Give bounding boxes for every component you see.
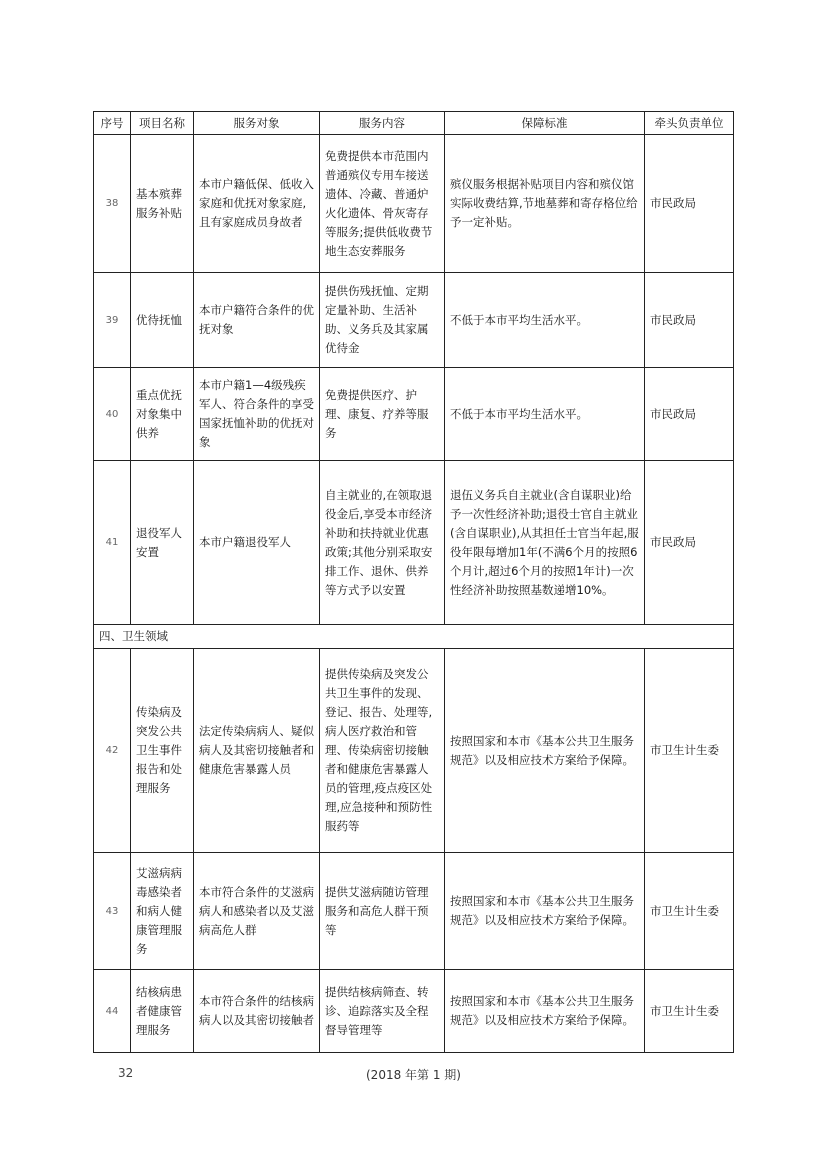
item-name: 重点优抚对象集中供养 — [131, 368, 194, 461]
service-target: 本市符合条件的结核病病人以及其密切接触者 — [194, 970, 320, 1053]
service-standard: 不低于本市平均生活水平。 — [445, 368, 645, 461]
row-number: 43 — [94, 853, 131, 970]
lead-unit: 市卫生计生委 — [645, 853, 734, 970]
table-row — [94, 970, 734, 1053]
service-target: 本市户籍1—4级残疾军人、符合条件的享受国家抚恤补助的优抚对象 — [194, 368, 320, 461]
row-number: 42 — [94, 649, 131, 853]
service-standard: 殡仪服务根据补贴项目内容和殡仪馆实际收费结算,节地墓葬和寄存格位给予一定补贴。 — [445, 135, 645, 273]
service-content: 提供传染病及突发公共卫生事件的发现、登记、报告、处理等,病人医疗救治和管理、传染病密切接触者和健康危害暴露人员的管理,疫点疫区处理,应急接种和预防性服药等 — [320, 649, 445, 853]
lead-unit: 市民政局 — [645, 273, 734, 368]
header-no: 序号 — [94, 112, 131, 135]
service-standard: 按照国家和本市《基本公共卫生服务规范》以及相应技术方案给予保障。 — [445, 649, 645, 853]
service-target: 本市户籍符合条件的优抚对象 — [194, 273, 320, 368]
service-content: 自主就业的,在领取退役金后,享受本市经济补助和扶持就业优惠政策;其他分别采取安排工作、退休、供养等方式予以安置 — [320, 461, 445, 625]
service-standard: 退伍义务兵自主就业(含自谋职业)给予一次性经济补助;退役士官自主就业(含自谋职业),从其担任士官当年起,服役年限每增加1年(不满6个月的按照6个月计,超过6个月的按照1年计)一次性经济补助按照基数递增10%。 — [445, 461, 645, 625]
service-content: 提供结核病筛查、转诊、追踪落实及全程督导管理等 — [320, 970, 445, 1053]
table-row — [94, 273, 734, 368]
row-number: 44 — [94, 970, 131, 1053]
item-name: 艾滋病病毒感染者和病人健康管理服务 — [131, 853, 194, 970]
page-number: 32 — [118, 1066, 134, 1080]
table-row — [94, 853, 734, 970]
service-content: 提供伤残抚恤、定期定量补助、生活补助、义务兵及其家属优待金 — [320, 273, 445, 368]
row-number: 40 — [94, 368, 131, 461]
header-content: 服务内容 — [320, 112, 445, 135]
item-name: 基本殡葬服务补贴 — [131, 135, 194, 273]
section-title: 四、卫生领域 — [94, 625, 734, 649]
lead-unit: 市卫生计生委 — [645, 649, 734, 853]
table-row — [94, 649, 734, 853]
header-name: 项目名称 — [131, 112, 194, 135]
service-target: 本市户籍低保、低收入家庭和优抚对象家庭,且有家庭成员身故者 — [194, 135, 320, 273]
lead-unit: 市民政局 — [645, 135, 734, 273]
table-row — [94, 461, 734, 625]
service-target: 本市符合条件的艾滋病病人和感染者以及艾滋病高危人群 — [194, 853, 320, 970]
service-target: 本市户籍退役军人 — [194, 461, 320, 625]
item-name: 退役军人安置 — [131, 461, 194, 625]
row-number: 38 — [94, 135, 131, 273]
item-name: 结核病患者健康管理服务 — [131, 970, 194, 1053]
service-standard: 按照国家和本市《基本公共卫生服务规范》以及相应技术方案给予保障。 — [445, 970, 645, 1053]
lead-unit: 市民政局 — [645, 461, 734, 625]
item-name: 传染病及突发公共卫生事件报告和处理服务 — [131, 649, 194, 853]
table-row — [94, 135, 734, 273]
item-name: 优待抚恤 — [131, 273, 194, 368]
lead-unit: 市卫生计生委 — [645, 970, 734, 1053]
issue-label: (2018 年第 1 期) — [366, 1068, 461, 1082]
row-number: 41 — [94, 461, 131, 625]
service-table — [93, 111, 734, 1053]
service-content: 免费提供本市范围内普通殡仪专用车接送遗体、冷藏、普通炉火化遗体、骨灰寄存等服务;提供低收费节地生态安葬服务 — [320, 135, 445, 273]
header-standard: 保障标准 — [445, 112, 645, 135]
service-target: 法定传染病病人、疑似病人及其密切接触者和健康危害暴露人员 — [194, 649, 320, 853]
lead-unit: 市民政局 — [645, 368, 734, 461]
table-header-row — [94, 112, 734, 135]
header-unit: 牵头负责单位 — [645, 112, 734, 135]
service-content: 提供艾滋病随访管理服务和高危人群干预等 — [320, 853, 445, 970]
service-content: 免费提供医疗、护理、康复、疗养等服务 — [320, 368, 445, 461]
section-row — [94, 625, 734, 649]
header-target: 服务对象 — [194, 112, 320, 135]
service-standard: 按照国家和本市《基本公共卫生服务规范》以及相应技术方案给予保障。 — [445, 853, 645, 970]
table-row — [94, 368, 734, 461]
row-number: 39 — [94, 273, 131, 368]
service-standard: 不低于本市平均生活水平。 — [445, 273, 645, 368]
